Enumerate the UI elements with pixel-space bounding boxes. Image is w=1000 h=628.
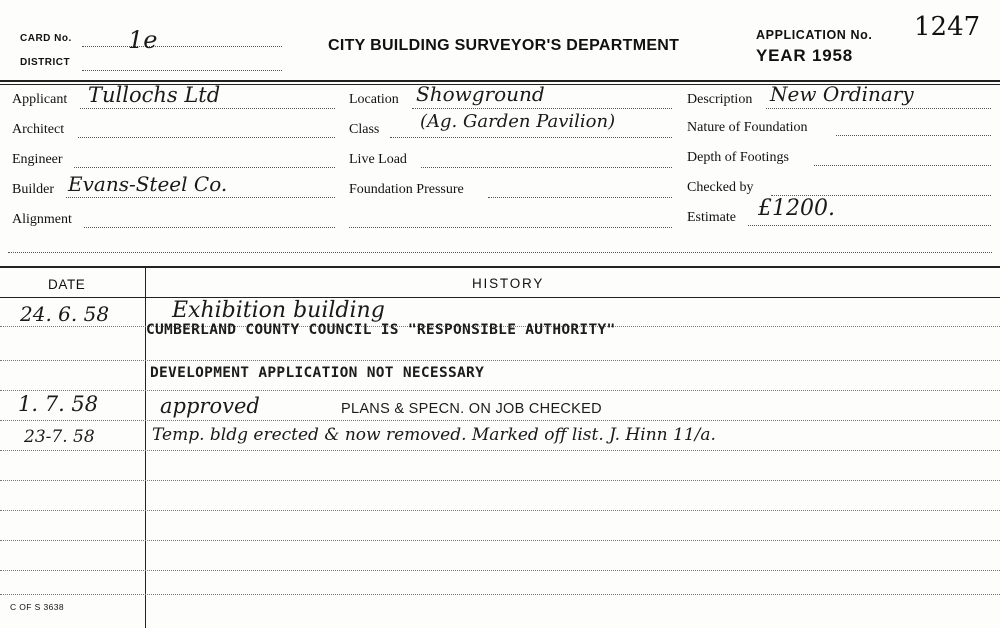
history-handwritten: Exhibition building: [172, 298, 385, 323]
history-handwritten: approved: [160, 394, 260, 418]
history-line: [0, 450, 1000, 451]
description-value: New Ordinary: [770, 82, 914, 106]
history-line: [0, 540, 1000, 541]
applicant-label: Applicant: [12, 92, 68, 107]
history-line: [0, 360, 1000, 361]
fields-bottom-line: [8, 252, 992, 253]
architect-line: [78, 137, 335, 138]
history-line: [0, 390, 1000, 391]
history-line: [0, 480, 1000, 481]
history-date: 1. 7. 58: [18, 392, 99, 416]
card-no-value: 1e: [128, 26, 158, 54]
description-line: [766, 108, 991, 109]
history-stamp: PLANS & SPECN. ON JOB CHECKED: [341, 401, 602, 417]
date-column-divider: [145, 266, 146, 628]
applicant-value: Tullochs Ltd: [88, 83, 221, 107]
location-line: [412, 108, 672, 109]
application-no-value: 1247: [914, 12, 981, 42]
engineer-label: Engineer: [12, 152, 63, 167]
nature-of-foundation-line: [836, 135, 991, 136]
depth-of-footings-line: [814, 165, 991, 166]
card-no-label: CARD No.: [20, 33, 72, 44]
class-line: [390, 137, 672, 138]
location-label: Location: [349, 92, 399, 107]
history-line: [0, 594, 1000, 595]
builder-value: Evans-Steel Co.: [68, 172, 228, 196]
location-value: Showground: [416, 82, 545, 106]
column2-blank-line: [349, 227, 672, 228]
architect-label: Architect: [12, 122, 65, 137]
history-header-rule: [0, 297, 1000, 298]
nature-of-foundation-label: Nature of Foundation: [687, 120, 808, 135]
builder-line: [66, 197, 335, 198]
class-value: (Ag. Garden Pavilion): [420, 111, 616, 132]
form-code: C OF S 3638: [10, 602, 65, 612]
alignment-label: Alignment: [12, 212, 72, 227]
depth-of-footings-label: Depth of Footings: [687, 150, 789, 165]
engineer-line: [74, 167, 335, 168]
district-label: DISTRICT: [20, 57, 71, 68]
date-column-header: DATE: [48, 277, 86, 292]
applicant-line: [80, 108, 335, 109]
card-no-line: [82, 46, 282, 47]
live-load-label: Live Load: [349, 152, 407, 167]
history-handwritten: Temp. bldg erected & now removed. Marked off list. J. Hinn 11/a.: [152, 425, 716, 445]
history-stamp: DEVELOPMENT APPLICATION NOT NECESSARY: [150, 365, 485, 381]
page-title: CITY BUILDING SURVEYOR'S DEPARTMENT: [328, 37, 680, 54]
history-column-header: HISTORY: [472, 276, 545, 291]
foundation-pressure-line: [488, 197, 672, 198]
alignment-line: [84, 227, 335, 228]
history-rule-top: [0, 266, 1000, 268]
builder-label: Builder: [12, 182, 54, 197]
estimate-line: [748, 225, 991, 226]
history-date: 23-7. 58: [24, 427, 95, 447]
history-line: [0, 570, 1000, 571]
district-line: [82, 70, 282, 71]
history-stamp: CUMBERLAND COUNTY COUNCIL IS "RESPONSIBLE AUTHORITY": [146, 322, 616, 338]
estimate-label: Estimate: [687, 210, 736, 225]
live-load-line: [421, 167, 672, 168]
description-label: Description: [687, 92, 753, 107]
history-date: 24. 6. 58: [20, 302, 110, 326]
foundation-pressure-label: Foundation Pressure: [349, 182, 464, 197]
application-no-label: APPLICATION No.: [756, 28, 873, 42]
history-line: [0, 420, 1000, 421]
checked-by-label: Checked by: [687, 180, 754, 195]
year-label: YEAR 1958: [756, 46, 853, 65]
class-label: Class: [349, 122, 380, 137]
estimate-value: £1200.: [758, 196, 835, 221]
history-line: [0, 510, 1000, 511]
